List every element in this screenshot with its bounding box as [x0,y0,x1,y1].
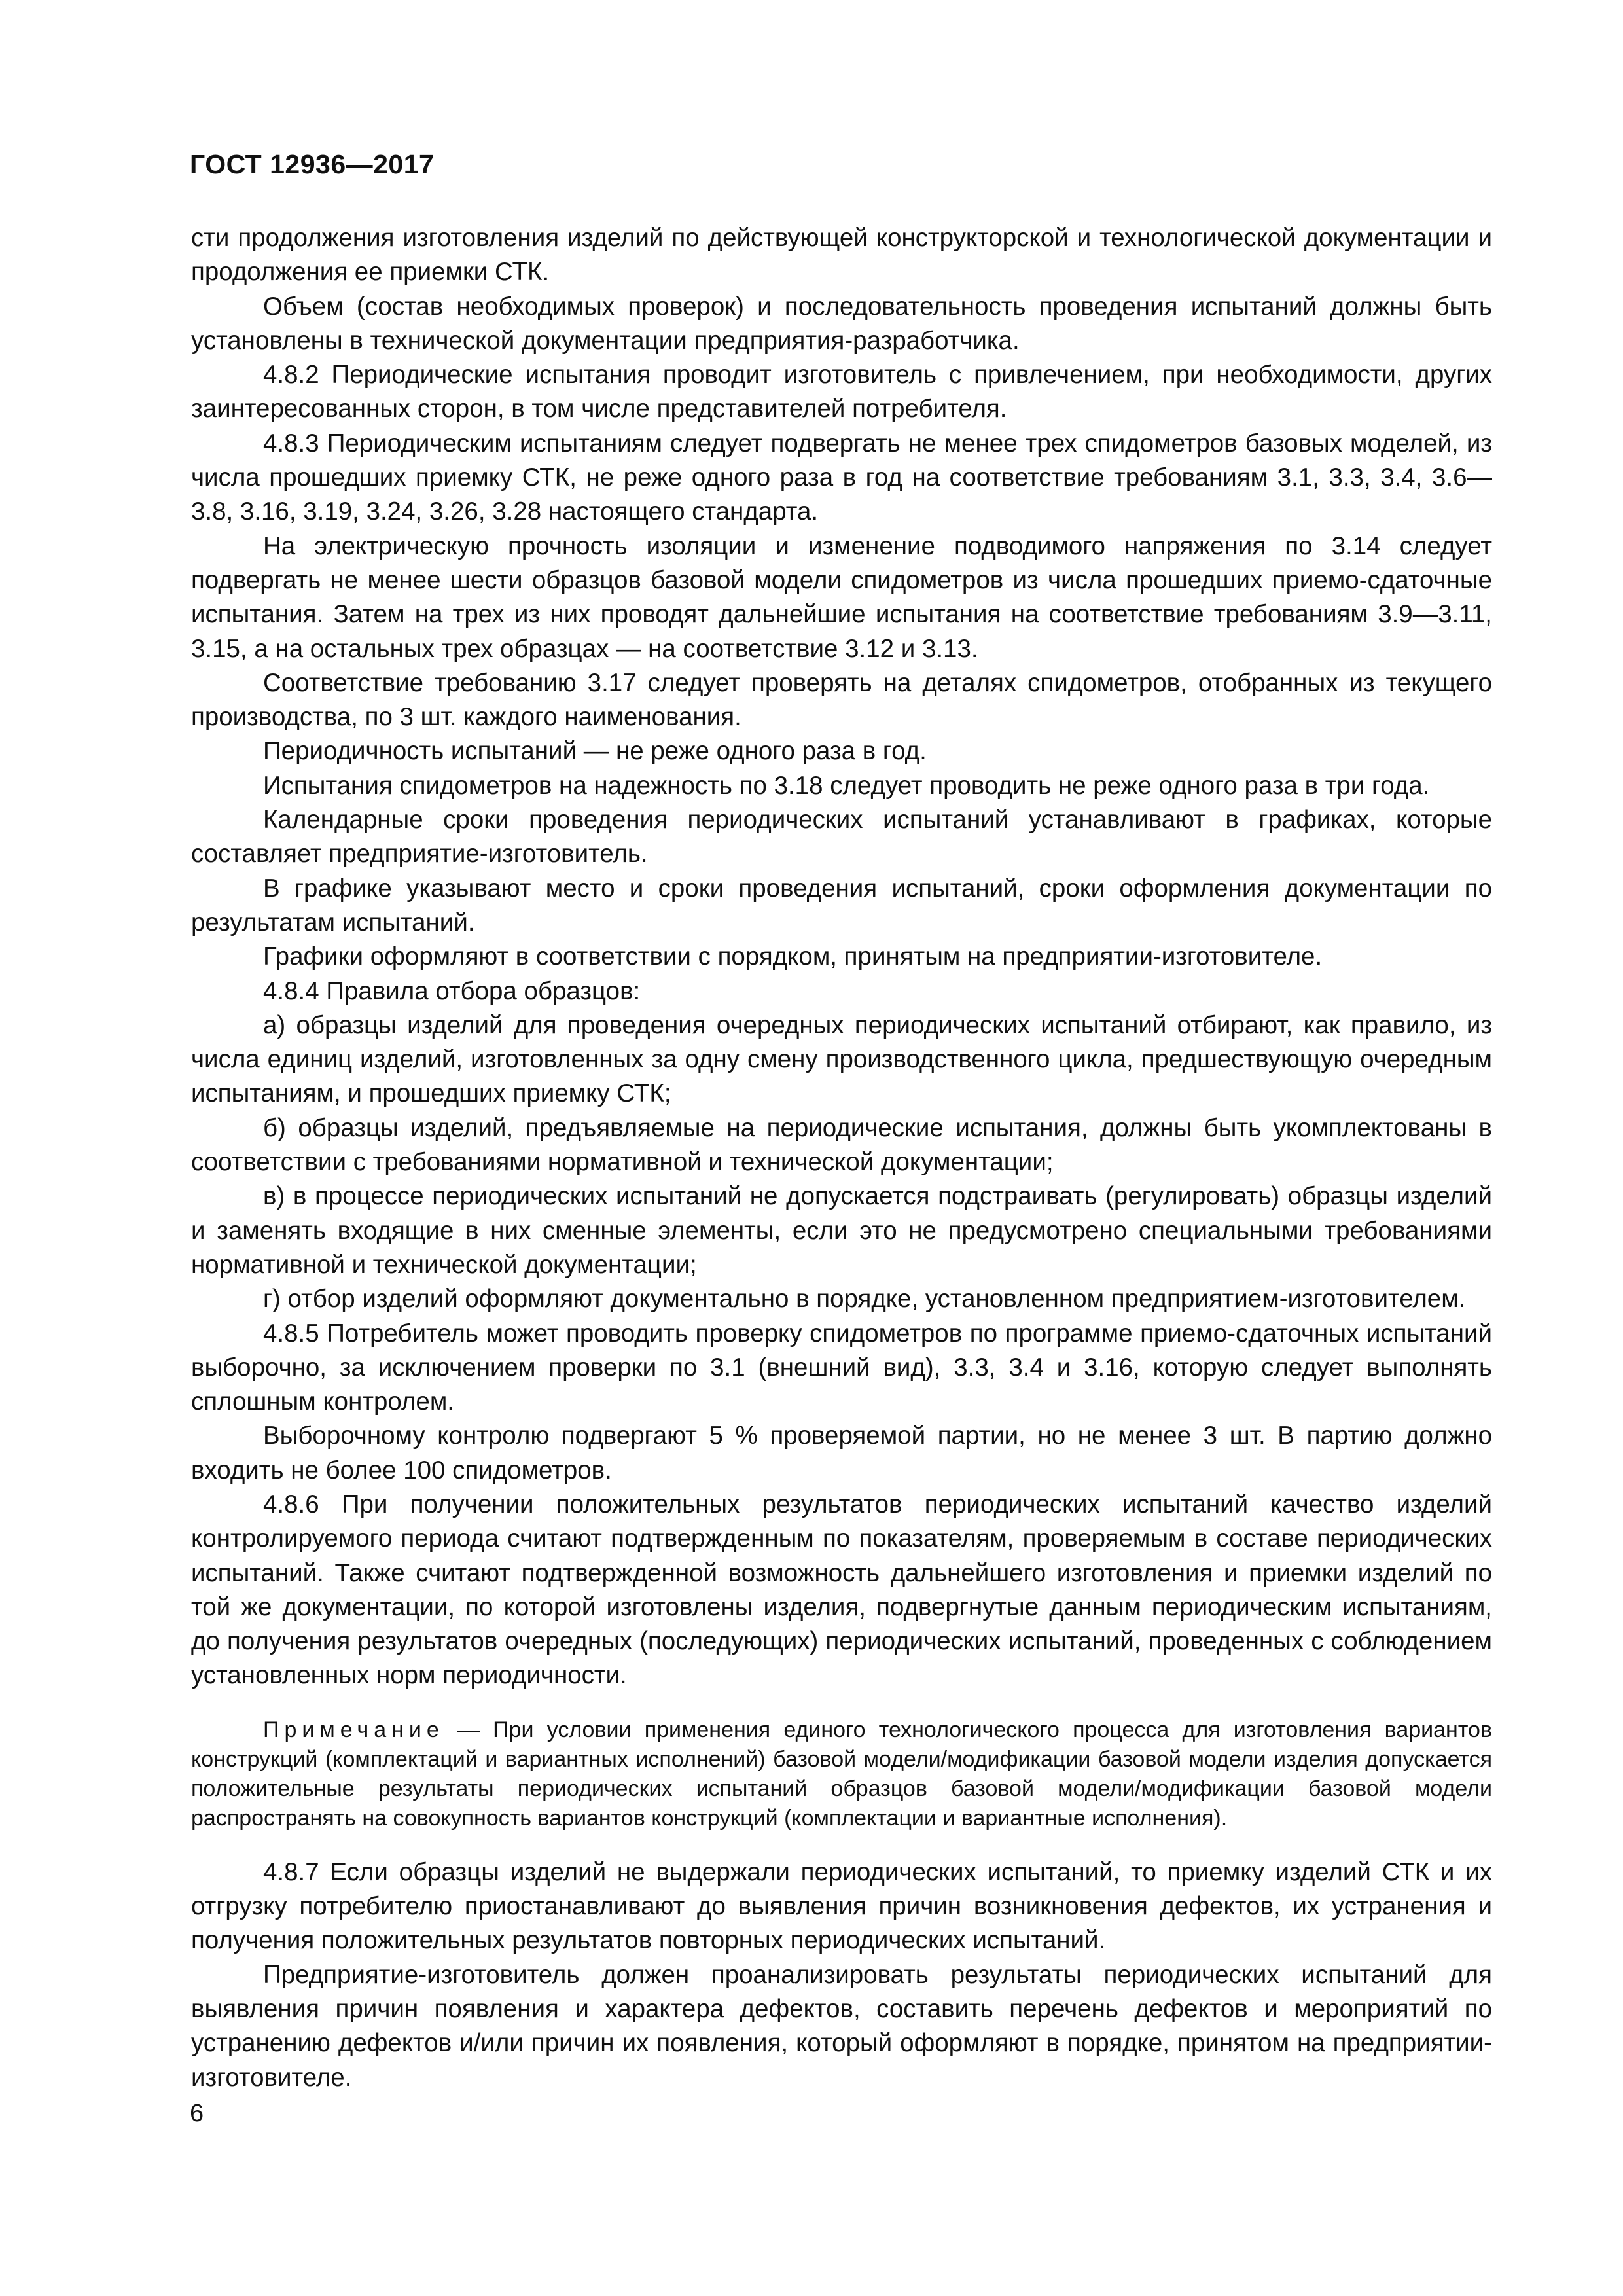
note-text: — При условии применения единого технологического процесса для изготовления вариантов конструкций (комплектаций и вариантных исполнений) базовой модели/модификации базовой модели изделия допускается положительные результаты периодических испытаний образцов базовой модели/модификации базовой модели распространять на совокупность вариантов конструкций (комплектации и вариантные исполнения). [191,1717,1492,1831]
paragraph-4-8-3: 4.8.3 Периодическим испытаниям следует подвергать не менее трех спидометров базовых моделей, из числа прошедших приемку СТК, не реже одного раза в год на соответствие требованиям 3.1, 3.3, 3.4, 3.6—3.8, 3.16, 3.19, 3.24, 3.26, 3.28 настоящего стандарта. [191,429,1492,526]
list-item-a: а) образцы изделий для проведения очередных периодических испытаний отбирают, как правило, из числа единиц изделий, изготовленных за одну смену производственного цикла, предшествующую очередным испытаниям, и прошедших приемку СТК; [191,1011,1492,1108]
list-item-g: г) отбор изделий оформляют документально в порядке, установленном предприятием-изготовителем. [263,1285,1466,1314]
paragraph-electrical-strength: На электрическую прочность изоляции и изменение подводимого напряжения по 3.14 следует подвергать не менее шести образцов базовой модели спидометров из числа прошедших приемо-сдаточные испытания. Затем на трех из них проводят дальнейшие испытания на соответствие требованиям 3.9—3.11, 3.15, а на остальных трех образцах — на соответствие 3.12 и 3.13. [191,531,1492,663]
paragraph-sampling: Выборочному контролю подвергают 5 % проверяемой партии, но не менее 3 шт. В партию должно входить не более 100 спидометров. [191,1422,1492,1484]
document-header: ГОСТ 12936—2017 [190,149,435,179]
paragraph-requirement-3-17: Соответствие требованию 3.17 следует проверять на деталях спидометров, отобранных из текущего производства, по 3 шт. каждого наименования. [191,668,1492,732]
paragraph-schedules-format: Графики оформляют в соответствии с порядком, принятым на предприятии-изготовителе. [263,942,1323,971]
paragraph-analysis: Предприятие-изготовитель должен проанализировать результаты периодических испытаний для выявления причин появления и характера дефектов, составить перечень дефектов и мероприятий по устранению дефектов и/или причин их появления, который оформляют в порядке, принятом на предприятии-изготовителе. [191,1960,1492,2092]
paragraph-4-8-2: 4.8.2 Периодические испытания проводит изготовитель с привлечением, при необходимости, других заинтересованных сторон, в том числе представителей потребителя. [191,361,1492,423]
paragraph-4-8-5: 4.8.5 Потребитель может проводить проверку спидометров по программе приемо-сдаточных испытаний выборочно, за исключением проверки по 3.1 (внешний вид), 3.3, 3.4 и 3.16, которую следует выполнять сплошным контролем. [191,1319,1492,1416]
list-item-b: б) образцы изделий, предъявляемые на периодические испытания, должны быть укомплектованы в соответствии с требованиями нормативной и технической документации; [191,1113,1492,1177]
note-label: Примечание [263,1717,444,1742]
paragraph-4-8-6: 4.8.6 При получении положительных результатов периодических испытаний качество изделий контролируемого периода считают подтвержденным по показателям, проверяемым в составе периодических испытаний. Также считают подтвержденной возможность дальнейшего изготовления и приемки изделий по той же документации, по которой изготовлены изделия, подвергнутые данным периодическим испытаниям, до получения результатов очередных (последующих) периодических испытаний, проведенных с соблюдением установленных норм периодичности. [191,1490,1492,1690]
document-body [191,221,1492,2095]
note [191,1715,1492,1833]
page-number: 6 [190,2100,204,2127]
list-item-v: в) в процессе периодических испытаний не допускается подстраивать (регулировать) образцы изделий и заменять входящие в них сменные элементы, если это не предусмотрено специальными требованиями нормативной и технической документации; [191,1182,1492,1279]
paragraph-periodicity: Периодичность испытаний — не реже одного раза в год. [263,737,927,766]
paragraph-schedule: В графике указывают место и сроки проведения испытаний, сроки оформления документации по результатам испытаний. [191,874,1492,937]
paragraph-reliability: Испытания спидометров на надежность по 3.18 следует проводить не реже одного раза в три года. [263,771,1430,800]
paragraph-calendar: Календарные сроки проведения периодических испытаний устанавливают в графиках, которые составляет предприятие-изготовитель. [191,806,1492,869]
paragraph-4-8-7: 4.8.7 Если образцы изделий не выдержали периодических испытаний, то приемку изделий СТК и их отгрузку потребителю приостанавливают до выявления причин возникновения дефектов, их устранения и получения положительных результатов повторных периодических испытаний. [191,1857,1492,1955]
paragraph-continuation: сти продолжения изготовления изделий по действующей конструкторской и технологической документации и продолжения ее приемки СТК. [191,224,1492,287]
paragraph-scope: Объем (состав необходимых проверок) и последовательность проведения испытаний должны быть установлены в технической документации предприятия-разработчика. [191,292,1492,355]
paragraph-4-8-4: 4.8.4 Правила отбора образцов: [263,977,641,1005]
